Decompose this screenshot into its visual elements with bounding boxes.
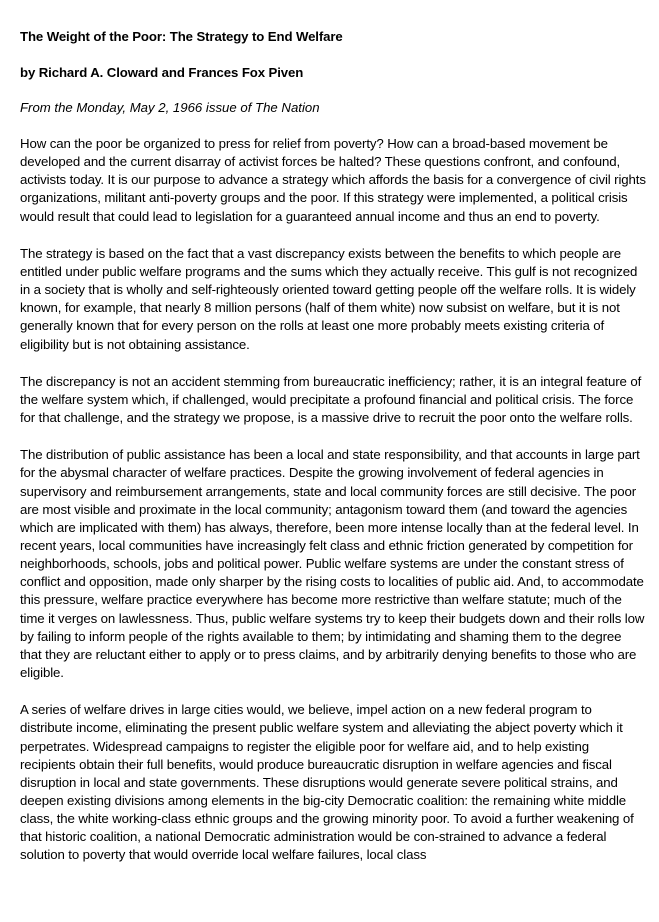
article-source: From the Monday, May 2, 1966 issue of The Nation bbox=[20, 100, 320, 115]
paragraph-5: A series of welfare drives in large cities would, we believe, impel action on a new federal program to distribute income, eliminating the present public welfare system and alleviating the abject poverty which it perpetrates. Widespread campaigns to register the eligible poor for welfare aid, and to help existing recipients obtain their full benefits, would produce bureaucratic disruption in welfare agencies and fiscal disruption in local and state governments. These disruptions would generate severe political strains, and deepen existing divisions among elements in the big-city Democratic coalition: the remaining white middle class, the white working-class ethnic groups and the growing minority poor. To avoid a further weakening of that historic coalition, a national Democratic administration would be con-strained to advance a federal solution to poverty that would override local welfare failures, local class bbox=[20, 702, 634, 863]
article-body bbox=[20, 135, 646, 884]
paragraph-1: How can the poor be organized to press for relief from poverty? How can a broad-based movement be developed and the current disarray of activist forces be halted? These questions confront, and confound, activists today. It is our purpose to advance a strategy which affords the basis for a convergence of civil rights organizations, militant anti-poverty groups and the poor. If this strategy were implemented, a political crisis would result that could lead to legislation for a guaranteed annual income and thus an end to poverty. bbox=[20, 136, 646, 224]
paragraph-2: The strategy is based on the fact that a vast discrepancy exists between the benefits to which people are entitled under public welfare programs and the sums which they actually receive. This gulf is not recognized in a society that is wholly and self-righteously oriented toward getting people off the welfare rolls. It is widely known, for example, that nearly 8 million persons (half of them white) now subsist on welfare, but it is not generally known that for every person on the rolls at least one more probably meets existing criteria of eligibility but is not obtaining assistance. bbox=[20, 245, 638, 352]
paragraph-3: The discrepancy is not an accident stemming from bureaucratic inefficiency; rather, it is an integral feature of the welfare system which, if challenged, would precipitate a profound financial and political crisis. The force for that challenge, and the strategy we propose, is a massive drive to recruit the poor onto the welfare rolls. bbox=[20, 373, 642, 426]
article-byline: by Richard A. Cloward and Frances Fox Piven bbox=[20, 65, 304, 80]
article-title: The Weight of the Poor: The Strategy to End Welfare bbox=[20, 29, 343, 44]
paragraph-4: The distribution of public assistance has been a local and state responsibility, and that accounts in large part for the abysmal character of welfare practices. Despite the growing involvement of federal agencies in supervisory and reimbursement arrangements, state and local community forces are still decisive. The poor are most visible and proximate in the local community; antagonism toward them (and toward the agencies which are implicated with them) has always, therefore, been more intense locally than at the federal level. In recent years, local communities have increasingly felt class and ethnic friction generated by competition for neighborhoods, schools, jobs and political power. Public welfare systems are under the constant stress of conflict and opposition, made only sharper by the rising costs to localities of public aid. And, to accommodate this pressure, welfare practice everywhere has become more restrictive than welfare statute; much of the time it verges on lawlessness. Thus, public welfare systems try to keep their budgets down and their rolls low by failing to inform people of the rights available to them; by intimidating and shaming them to the degree that they are reluctant either to apply or to press claims, and by arbitrarily denying benefits to those who are eligible. bbox=[20, 447, 645, 681]
